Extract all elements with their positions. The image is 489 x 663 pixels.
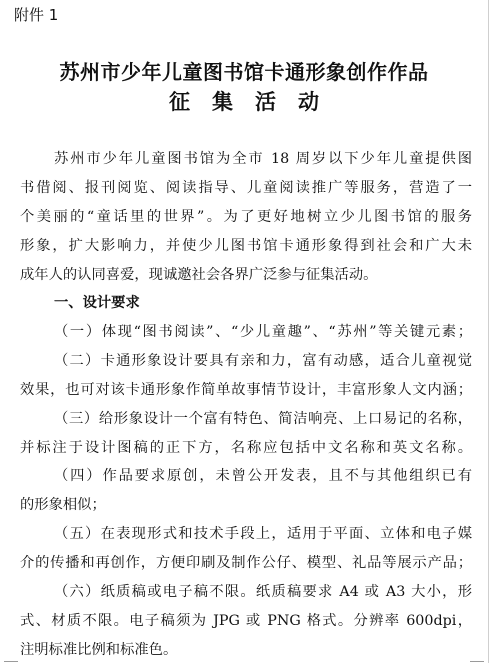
page-corner-marks	[0, 657, 488, 663]
intro-line: 形象，扩大影响力，并使少儿图书馆卡通形象得到社会和广大未	[20, 238, 472, 254]
requirement-line: （四）作品要求原创，未曾公开发表，且不与其他组织已有	[54, 468, 472, 484]
requirement-line: 并标注于设计图稿的正下方，名称应包括中文名称和英文名称。	[20, 440, 472, 456]
requirement-line: （五）在表现形式和技术手段上，适用于平面、立体和电子媒	[54, 526, 472, 542]
requirement-line: （六）纸质稿或电子稿不限。纸质稿要求 A4 或 A3 大小，形	[54, 584, 472, 600]
requirement-line: 注明标准比例和标准色。	[20, 642, 178, 658]
requirement-line: 效果，也可对该卡通形象作简单故事情节设计，丰富形象人文内涵；	[20, 382, 472, 398]
intro-line: 个美丽的“童话里的世界”。为了更好地树立少儿图书馆的服务	[20, 209, 472, 225]
document-title-line-1: 苏州市少年儿童图书馆卡通形象创作作品	[59, 60, 429, 84]
intro-line: 成年人的认同喜爱，现诚邀社会各界广泛参与征集活动。	[20, 267, 378, 283]
section-heading: 一、设计要求	[54, 295, 140, 311]
intro-line: 书借阅、报刊阅览、阅读指导、儿童阅读推广等服务，营造了一	[20, 180, 472, 196]
intro-line: 苏州市少年儿童图书馆为全市 18 周岁以下少年儿童提供图	[54, 151, 472, 167]
requirement-line: 介的传播和再创作，方便印刷及制作公仔、模型、礼品等展示产品；	[20, 555, 472, 571]
requirement-line: 的形象相似；	[20, 497, 106, 513]
attachment-label: 附件 1	[14, 6, 59, 24]
requirement-line: （一）体现“图书阅读”、“少儿童趣”、“苏州”等关键元素；	[54, 324, 472, 340]
document-title-line-2: 征集活动	[169, 90, 341, 114]
requirement-line: 式、材质不限。电子稿须为 JPG 或 PNG 格式。分辨率 600dpi，	[20, 613, 472, 629]
requirement-line: （二）卡通形象设计要具有亲和力，富有动感，适合儿童视觉	[54, 353, 472, 369]
requirement-line: （三）给形象设计一个富有特色、简洁响亮、上口易记的名称，	[54, 411, 472, 427]
